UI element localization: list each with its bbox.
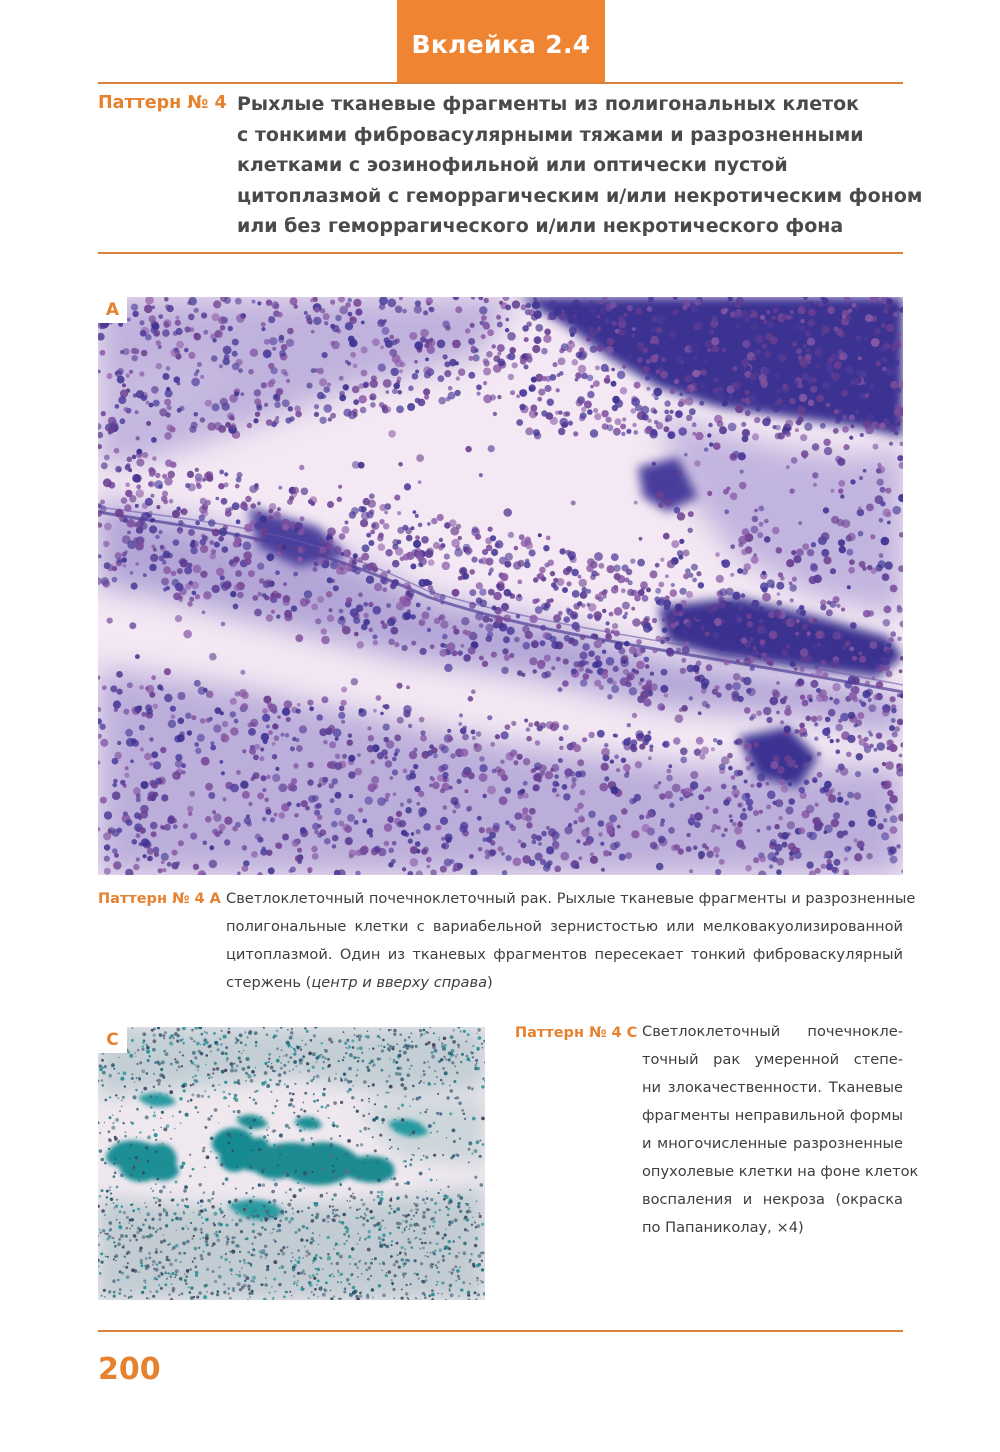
pattern-title [237, 89, 923, 242]
caption-a-line: Светлоклеточный почечноклеточный рак. Рыхлые тканевые фрагменты и разрозненные [226, 890, 916, 907]
micrograph-a-image [98, 297, 903, 875]
top-divider [98, 82, 903, 84]
caption-c-text [642, 1018, 919, 1242]
caption-a-location-note: центр и вверху справа [311, 974, 488, 991]
caption-a-label: Паттерн № 4 А [98, 891, 221, 907]
caption-a-line: полигональные клетки с вариабельной зернистостью или мелковакуолизированной [226, 918, 903, 935]
pattern-title-line: или без геморрагического и/или некротического фона [237, 215, 844, 237]
pattern-title-line: Рыхлые тканевые фрагменты из полигональных клеток [237, 93, 860, 115]
caption-c-line: воспаления и некроза (окраска [642, 1191, 903, 1208]
footer-divider [98, 1330, 903, 1332]
caption-c-line: ни злокачественности. Тканевые [642, 1079, 903, 1096]
caption-c-line: фрагменты неправильной формы [642, 1107, 903, 1124]
caption-c-line: и многочисленные разрозненные [642, 1135, 903, 1152]
caption-a-last-suffix: ) [487, 974, 493, 991]
micrograph-c [98, 1027, 485, 1300]
title-divider [98, 252, 903, 254]
insert-tab-title: Вклейка 2.4 [411, 29, 591, 59]
pattern-title-line: с тонкими фибровасулярными тяжами и разрозненными [237, 123, 864, 146]
caption-c-line: по Папаниколау, ×4) [642, 1219, 804, 1236]
caption-a-last-prefix: стержень ( [226, 974, 312, 991]
caption-a-line: цитоплазмой. Один из тканевых фрагментов пересекает тонкий фиброваскулярный [226, 946, 903, 963]
caption-a-text [226, 885, 916, 997]
pattern-title-line: цитоплазмой с геморрагическим и/или некротическим фоном [237, 184, 923, 207]
caption-c-label: Паттерн № 4 С [515, 1025, 638, 1041]
micrograph-a [98, 297, 903, 875]
caption-c-line: точный рак умеренной степе- [642, 1051, 903, 1068]
caption-c-line: опухолевые клетки на фоне клеток [642, 1163, 919, 1180]
insert-tab [397, 0, 605, 82]
caption-c-line: Светлоклеточный почечнокле- [642, 1023, 903, 1040]
panel-letter-c: C [98, 1027, 127, 1053]
micrograph-c-image [98, 1027, 485, 1300]
pattern-title-line: клетками с эозинофильной или оптически пустой [237, 154, 788, 176]
page-number: 200 [98, 1352, 161, 1387]
caption-a-last-line [226, 969, 903, 997]
panel-letter-a: A [98, 297, 127, 323]
pattern-label: Паттерн № 4 [98, 93, 227, 113]
